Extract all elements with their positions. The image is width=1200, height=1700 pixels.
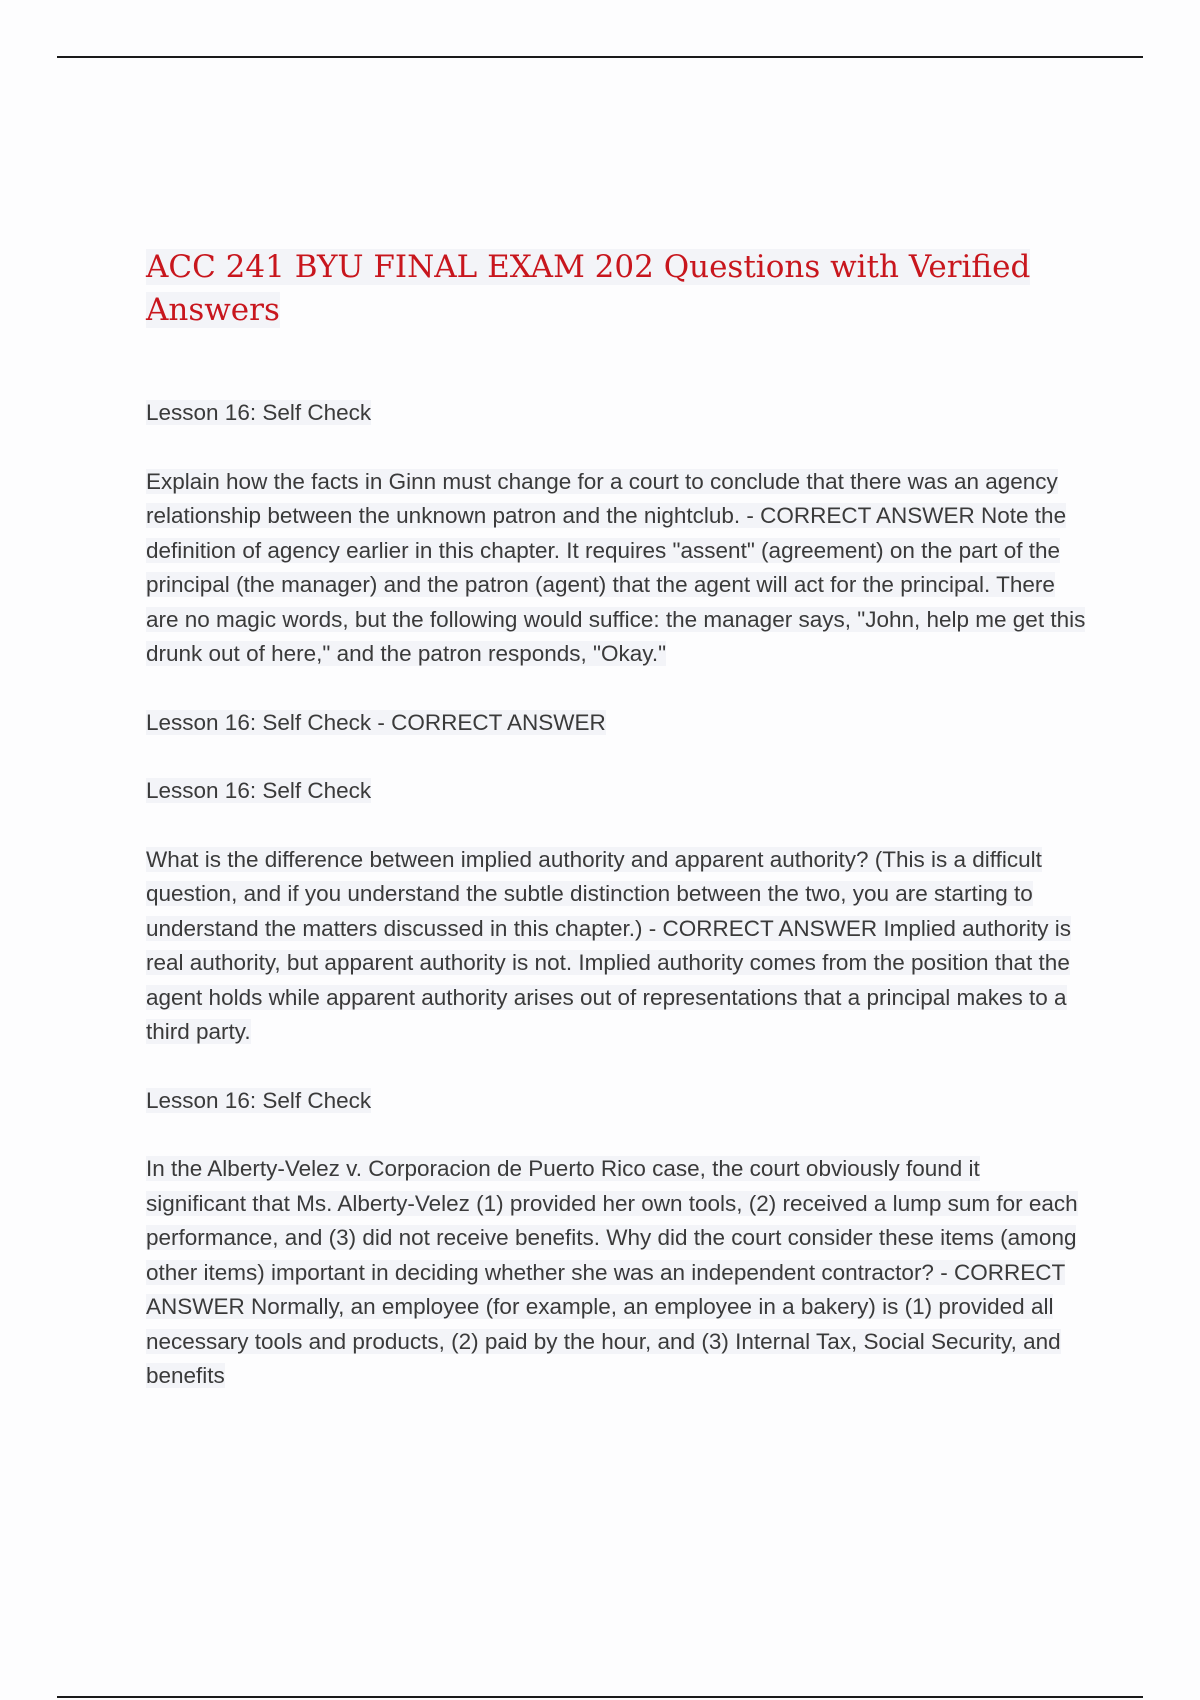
document-content (146, 246, 1086, 1428)
question-answer-1: Explain how the facts in Ginn must change for a court to conclude that there was an agency relationship between the unknown patron and the nightclub. - CORRECT ANSWER Note the definition of agency earlier in this chapter. It requires "assent" (agreement) on the part of the principal (the manager) and the patron (agent) that the agent will act for the principal. There are no magic words, but the following would suffice: the manager says, "John, help me get this drunk out of here," and the patron responds, "Okay." (146, 468, 1086, 666)
bottom-rule (57, 1696, 1143, 1698)
document-title (146, 246, 1086, 332)
lesson-heading-1: Lesson 16: Self Check (146, 400, 372, 425)
question-answer-2: What is the difference between implied authority and apparent authority? (This is a difficult question, and if you understand the subtle distinction between the two, you are starting to understand the matters discussed in this chapter.) - CORRECT ANSWER Implied authority is real authority, but apparent authority is not. Implied authority comes from the position that the agent holds while apparent authority arises out of representations that a principal makes to a third party. (146, 846, 1071, 1044)
question-answer-3: In the Alberty-Velez v. Corporacion de Puerto Rico case, the court obviously found it significant that Ms. Alberty-Velez (1) provided her own tools, (2) received a lump sum for each performance, and (3) did not receive benefits. Why did the court consider these items (among other items) important in deciding whether she was an independent contractor? - CORRECT ANSWER Normally, an employee (for example, an employee in a bakery) is (1) provided all necessary tools and products, (2) paid by the hour, and (3) Internal Tax, Social Security, and benefits (146, 1156, 1078, 1388)
lesson-heading-3: Lesson 16: Self Check (146, 778, 372, 803)
lesson-heading-2: Lesson 16: Self Check - CORRECT ANSWER (146, 709, 606, 735)
top-rule (57, 56, 1143, 58)
lesson-heading-4: Lesson 16: Self Check (146, 1087, 372, 1113)
document-title-text: ACC 241 BYU FINAL EXAM 202 Questions with Verified Answers (146, 249, 1031, 328)
